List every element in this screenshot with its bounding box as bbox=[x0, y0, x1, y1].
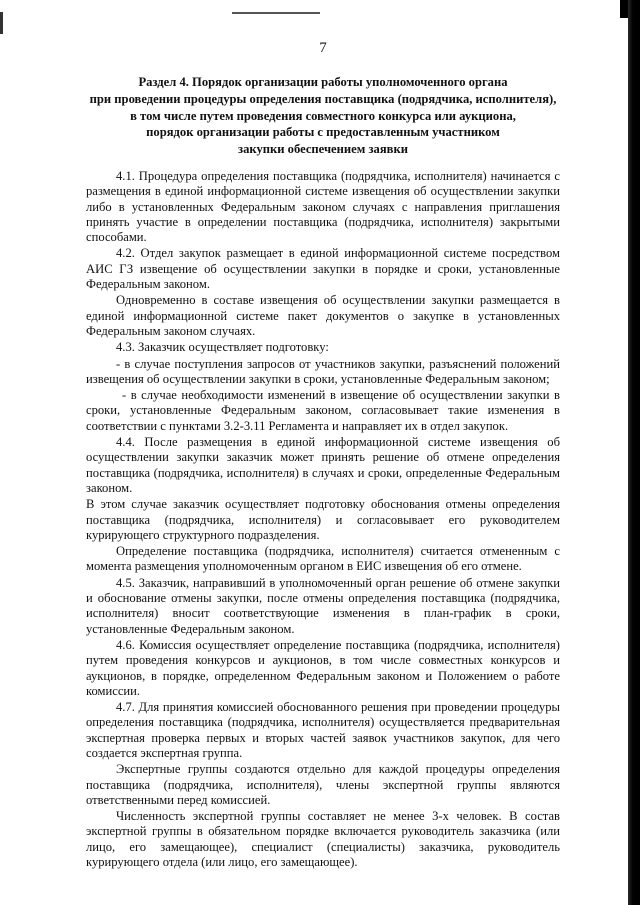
paragraph: В этом случае заказчик осуществляет подготовку обоснования отмены определения поставщика (подрядчика, исполнителя) и согласовывает его руководителем курирующего структурного подразделения. bbox=[86, 497, 560, 542]
paragraph: Одновременно в составе извещения об осуществлении закупки размещается в единой информационной системе пакет документов о закупке в установленных Федеральным законом случаях. bbox=[86, 293, 560, 338]
scan-artifact-left bbox=[0, 12, 3, 34]
heading-line: при проведении процедуры определения поставщика (подрядчика, исполнителя), bbox=[89, 91, 557, 106]
paragraph: Определение поставщика (подрядчика, исполнителя) считается отмененным с момента размещения уполномоченным органом в ЕИС извещения об его отмене. bbox=[86, 544, 560, 574]
page-number: 7 bbox=[319, 40, 327, 56]
section-heading bbox=[84, 74, 562, 158]
paragraph: Численность экспертной группы составляет не менее 3-х человек. В состав экспертной группы в обязательном порядке включается руководитель заказчика (или лицо, его замещающее), специалист (специалисты) заказчика, руководитель курирующего отдела (или лицо, его замещающее). bbox=[86, 809, 560, 870]
scan-artifact-top bbox=[232, 12, 320, 14]
heading-line: в том числе путем проведения совместного конкурса или аукциона, bbox=[130, 108, 516, 123]
scan-artifact-notch bbox=[620, 0, 628, 18]
list-item: - в случае поступления запросов от участников закупки, разъяснений положений извещения об осуществлении закупки в сроки, установленные Федеральным законом; bbox=[86, 356, 560, 386]
paragraph-4-4: 4.4. После размещения в единой информационной системе извещения об осуществлении закупки заказчик может принять решение об отмене определения поставщика (подрядчика, исполнителя) в случаях и сроки, определенные Федеральным законом. bbox=[86, 435, 560, 495]
paragraph-4-5: 4.5. Заказчик, направивший в уполномоченный орган решение об отмене закупки и обоснование отмены закупки, после отмены определения поставщика (подрядчика, исполнителя) вносит соответствующие изменения в план-график в сроки, установленные Федеральным законом. bbox=[86, 575, 560, 636]
paragraph-4-7: 4.7. Для принятия комиссией обоснованного решения при проведении процедуры определения поставщика (подрядчика, исполнителя) осуществляется предварительная экспертная проверка первых и вторых частей заявок участников закупок, для чего создается экспертная группа. bbox=[86, 700, 560, 760]
heading-line: порядок организации работы с предоставленным участником bbox=[146, 125, 500, 140]
paragraph-4-3: 4.3. Заказчик осуществляет подготовку: bbox=[116, 340, 329, 355]
scan-edge-right bbox=[628, 0, 640, 905]
heading-line: закупки обеспечением заявки bbox=[238, 142, 408, 157]
document-body bbox=[86, 169, 560, 871]
heading-line: Раздел 4. Порядок организации работы уполномоченного органа bbox=[138, 75, 508, 89]
paragraph-4-6: 4.6. Комиссия осуществляет определение поставщика (подрядчика, исполнителя) путем проведения конкурсов и аукционов, в том числе совместных конкурсов и аукционов, в порядке, определенном Федеральным законом и Положением о работе комиссии. bbox=[86, 637, 560, 698]
paragraph-4-2: 4.2. Отдел закупок размещает в единой информационной системе посредством АИС ГЗ извещение об осуществлении закупки в порядке и сроки, установленные Федеральным законом. bbox=[86, 246, 560, 292]
paragraph: Экспертные группы создаются отдельно для каждой процедуры определения поставщика (подрядчика, исполнителя), члены экспертной группы являются ответственными перед комиссией. bbox=[86, 762, 560, 807]
list-item: - в случае необходимости изменений в извещение об осуществлении закупки в сроки, установленные Федеральным законом, согласовывает такие изменения в соответствии с пунктами 3.2-3.11 Регламента и направляет их в отдел закупок. bbox=[86, 388, 560, 433]
paragraph-4-1: 4.1. Процедура определения поставщика (подрядчика, исполнителя) начинается с размещения в единой информационной системе извещения об осуществлении закупки либо в установленных Федеральным законом случаях с направления приглашения принять участие в определении поставщика (подрядчика, исполнителя) закрытыми способами. bbox=[86, 169, 560, 245]
